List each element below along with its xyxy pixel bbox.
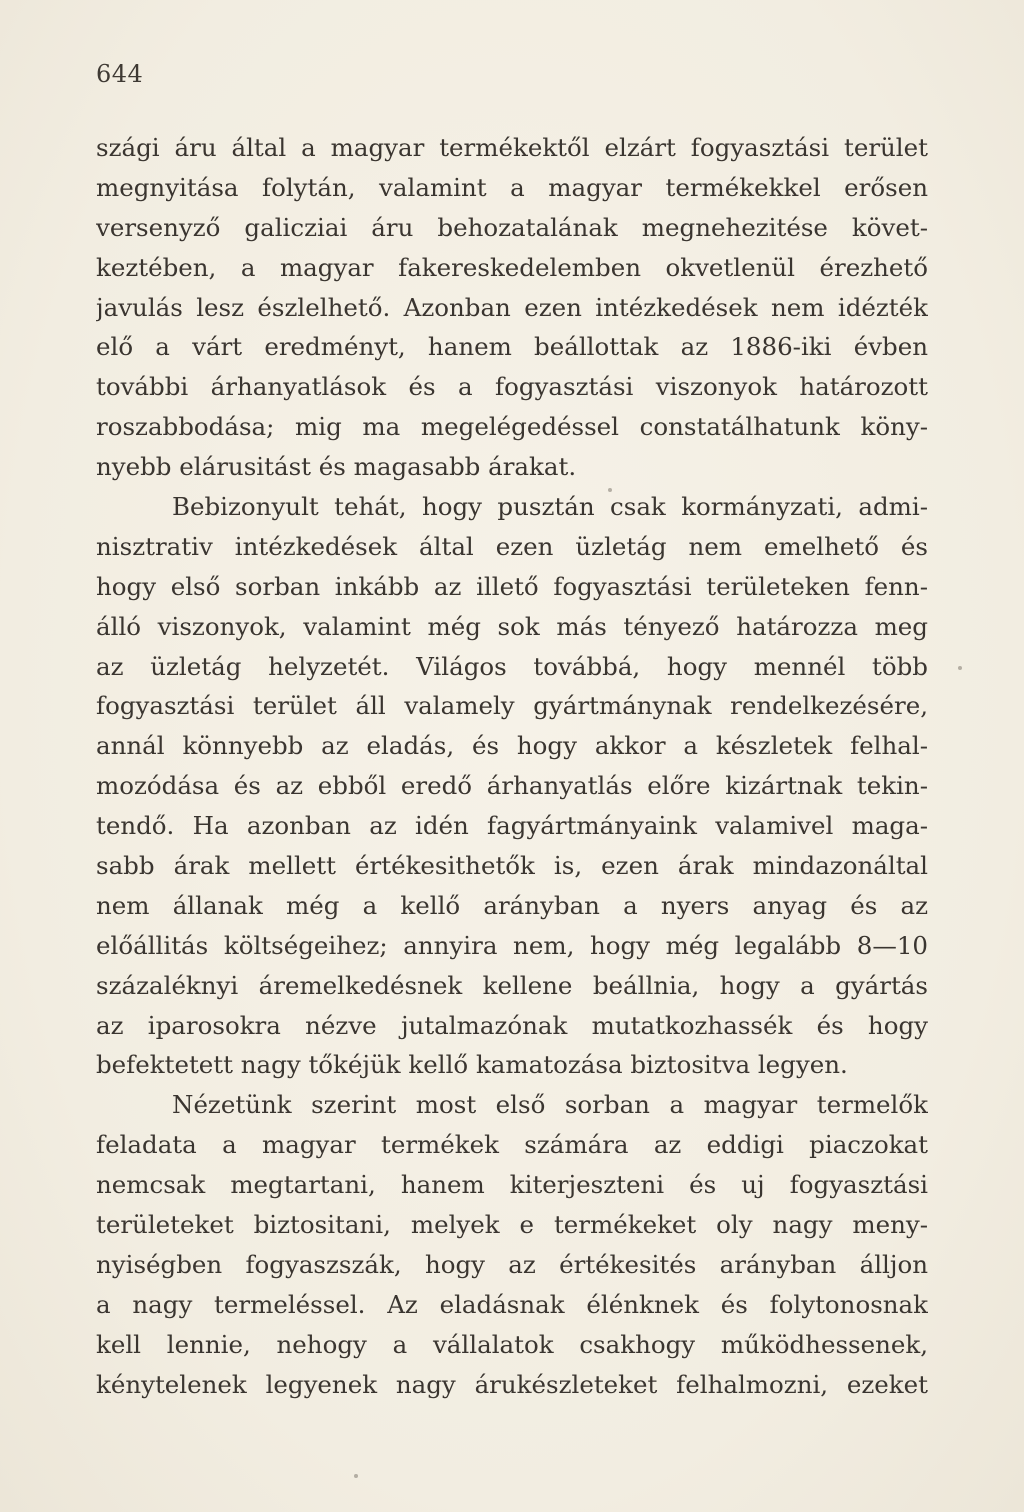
text-line: hogy első sorban inkább az illető fogyasztási területeken fenn-	[96, 571, 928, 601]
text-line: megnyitása folytán, valamint a magyar termékekkel erősen	[96, 172, 928, 202]
paragraph-start-line: Nézetünk szerint most első sorban a magyar termelők	[172, 1090, 928, 1120]
text-line: az iparosokra nézve jutalmazónak mutatkozhassék és hogy	[96, 1010, 928, 1040]
text-line: kell lennie, nehogy a vállalatok csakhogy működhessenek,	[96, 1329, 928, 1359]
page-number: 644	[96, 60, 144, 88]
text-line: az üzletág helyzetét. Világos továbbá, hogy mennél több	[96, 651, 928, 681]
text-line: további árhanyatlások és a fogyasztási viszonyok határozott	[96, 372, 928, 402]
body-text	[96, 128, 928, 1405]
paragraph-end-line: nyebb elárusitást és magasabb árakat.	[96, 452, 577, 482]
text-line: területeket biztositani, melyek e termékeket oly nagy meny-	[96, 1210, 928, 1240]
text-line: feladata a magyar termékek számára az eddigi piaczokat	[96, 1130, 928, 1160]
text-line: százaléknyi áremelkedésnek kellene beállnia, hogy a gyártás	[96, 970, 928, 1000]
text-line: tendő. Ha azonban az idén fagyártmányaink valamivel maga-	[96, 811, 928, 841]
text-line: keztében, a magyar fakereskedelemben okvetlenül érezhető	[96, 252, 928, 282]
text-line: elő a várt eredményt, hanem beállottak az 1886-iki évben	[96, 332, 928, 362]
text-line: álló viszonyok, valamint még sok más tényező határozza meg	[96, 611, 928, 641]
text-line: nemcsak megtartani, hanem kiterjeszteni és uj fogyasztási	[96, 1170, 928, 1200]
paragraph-end-line: befektetett nagy tőkéjük kellő kamatozása biztositva legyen.	[96, 1050, 848, 1080]
text-line: annál könnyebb az eladás, és hogy akkor a készletek felhal-	[96, 731, 928, 761]
text-line: szági áru által a magyar termékektől elzárt fogyasztási terület	[96, 133, 928, 162]
text-line: sabb árak mellett értékesithetők is, ezen árak mindazonáltal	[96, 851, 928, 881]
text-line: roszabbodása; mig ma megelégedéssel constatálhatunk köny-	[96, 412, 928, 442]
text-line: a nagy termeléssel. Az eladásnak élénknek és folytonosnak	[96, 1289, 928, 1319]
text-line: nyiségben fogyaszszák, hogy az értékesités arányban álljon	[96, 1249, 928, 1279]
text-line: versenyző galicziai áru behozatalának megnehezitése követ-	[96, 212, 928, 242]
text-line: mozódása és az ebből eredő árhanyatlás előre kizártnak tekin-	[96, 771, 928, 801]
paper-speck	[958, 666, 962, 670]
text-line: előállitás költségeihez; annyira nem, hogy még legalább 8—10	[96, 930, 928, 960]
text-line: javulás lesz észlelhető. Azonban ezen intézkedések nem idézték	[96, 292, 928, 322]
paper-speck	[354, 1474, 358, 1478]
text-line: nem állanak még a kellő arányban a nyers anyag és az	[96, 890, 928, 920]
text-line: kénytelenek legyenek nagy árukészleteket felhalmozni, ezeket	[96, 1369, 928, 1399]
text-line: fogyasztási terület áll valamely gyártmánynak rendelkezésére,	[96, 691, 928, 721]
text-line: nisztrativ intézkedések által ezen üzletág nem emelhető és	[96, 531, 928, 561]
paragraph-start-line: Bebizonyult tehát, hogy pusztán csak kormányzati, admi-	[172, 492, 928, 522]
paper-speck	[608, 488, 612, 492]
